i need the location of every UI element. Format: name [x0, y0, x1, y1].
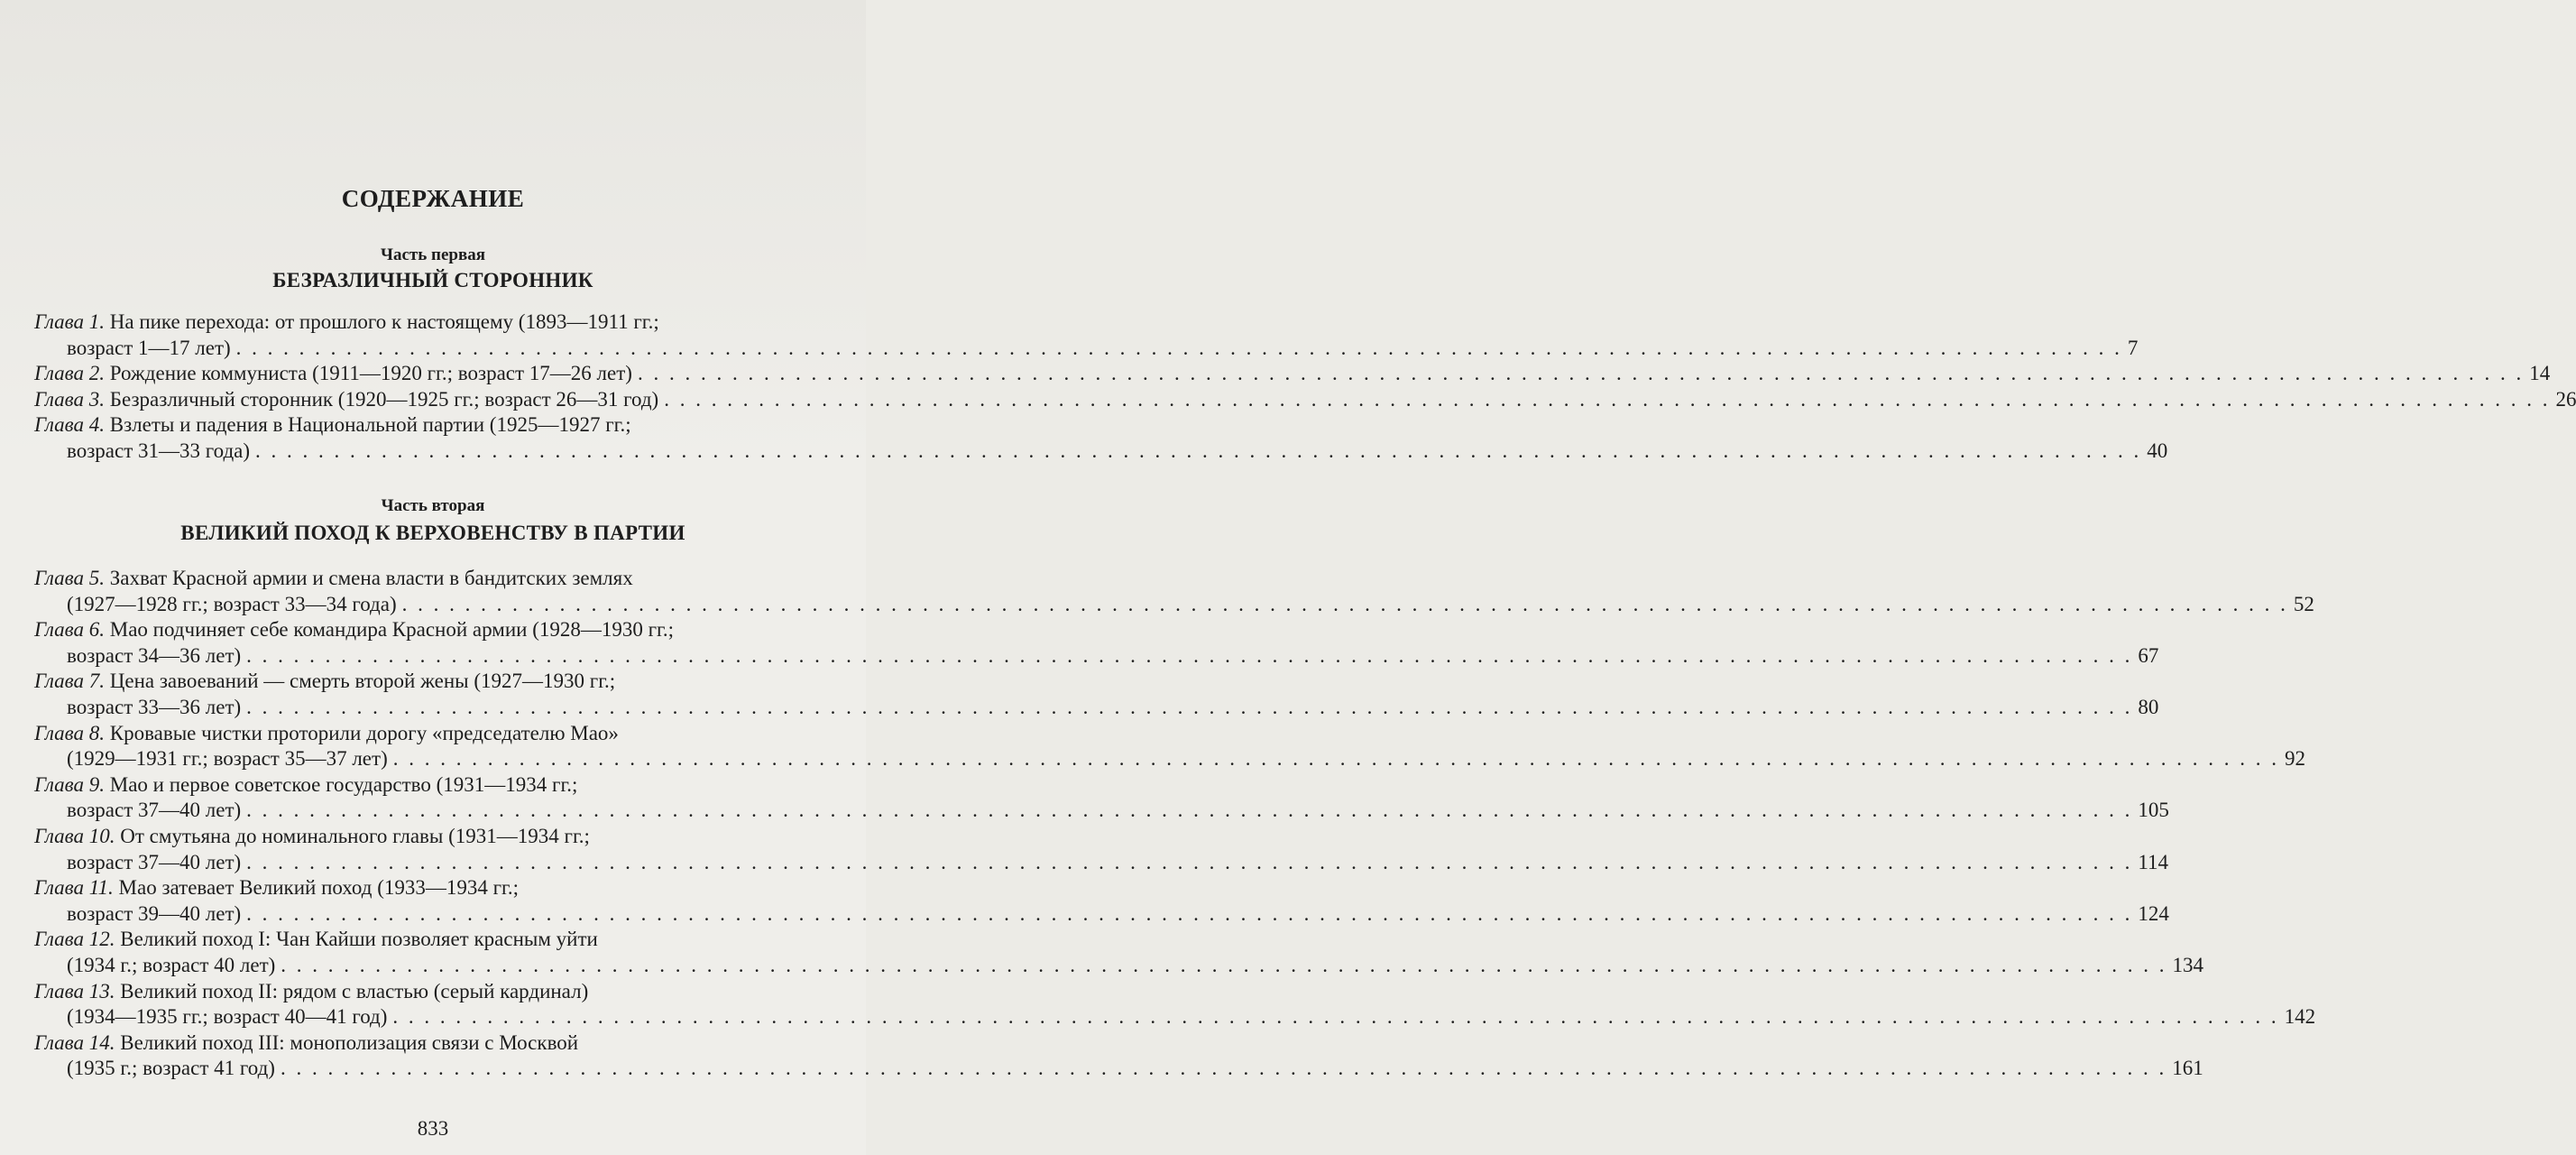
toc-entry-second-line — [34, 695, 2159, 721]
chapter-number: Глава 13. — [34, 979, 115, 1003]
toc-entry-second-line — [34, 439, 2168, 465]
chapter-title-continuation: возраст 31—33 года) — [67, 439, 251, 462]
dot-leader: . . . . . . . . . . . . . . . . . . . . . . . . . . . . . . . . . . . . . . . . . . . . . . . . . . . . . . . . . . . . . . . . . . . . . . . . . . . . . . . . . . . . . . . . . . . . . . . . . . . . . . . . . . . . . . . . . . . . . . . . — [246, 799, 2133, 822]
chapter-number: Глава 12. — [34, 928, 115, 951]
chapter-title-continuation: (1929—1931 гг.; возраст 35—37 лет) — [67, 747, 388, 771]
dot-leader: . . . . . . . . . . . . . . . . . . . . . . . . . . . . . . . . . . . . . . . . . . . . . . . . . . . . . . . . . . . . . . . . . . . . . . . . . . . . . . . . . . . . . . . . . . . . . . . . . . . . . . . . . . . . . . . . . . . . . . . . — [235, 336, 2122, 359]
chapter-title: От смутьяна до номинального главы (1931—1934 гг.; — [120, 824, 590, 847]
chapter-title-continuation: (1934—1935 гг.; возраст 40—41 год) — [67, 1005, 388, 1029]
chapter-title: На пике перехода: от прошлого к настоящему (1893—1911 гг.; — [109, 310, 659, 333]
dot-leader: . . . . . . . . . . . . . . . . . . . . . . . . . . . . . . . . . . . . . . . . . . . . . . . . . . . . . . . . . . . . . . . . . . . . . . . . . . . . . . . . . . . . . . . . . . . . . . . . . . . . . . . . . . . . . . . . . . . . . . . . — [281, 953, 2167, 976]
toc-entry-first-line — [34, 1030, 801, 1057]
toc-entry-second-line — [34, 592, 2314, 618]
chapter-title-continuation: возраст 33—36 лет) — [67, 695, 242, 718]
dot-leader: . . . . . . . . . . . . . . . . . . . . . . . . . . . . . . . . . . . . . . . . . . . . . . . . . . . . . . . . . . . . . . . . . . . . . . . . . . . . . . . . . . . . . . . . . . . . . . . . . . . . . . . . . . . . . . . . . . . . . . . . — [637, 362, 2525, 385]
toc-entry — [34, 617, 2159, 669]
toc-entry — [34, 412, 2168, 464]
chapter-page: 26 — [2555, 387, 2576, 411]
chapter-page: 14 — [2529, 362, 2551, 385]
chapter-title-continuation: возраст 37—40 лет) — [67, 799, 242, 822]
toc-entry — [34, 772, 2169, 824]
toc-entry — [34, 824, 2169, 875]
toc-entry — [34, 927, 2204, 978]
toc-entry-second-line — [34, 850, 2169, 876]
toc-entry-second-line — [34, 336, 2139, 362]
chapter-title: Рождение коммуниста (1911—1920 гг.; возраст 17—26 лет) — [109, 362, 632, 385]
chapter-title-continuation: возраст 34—36 лет) — [67, 643, 242, 667]
toc-entry-first-line — [34, 824, 801, 850]
chapter-title: Великий поход I: Чан Кайши позволяет красным уйти — [120, 928, 598, 951]
chapter-page: 40 — [2147, 439, 2168, 462]
chapter-title-continuation: возраст 39—40 лет) — [67, 901, 242, 925]
toc-entry-second-line — [34, 1056, 2203, 1082]
chapter-number: Глава 5. — [34, 567, 105, 589]
chapter-page: 161 — [2172, 1057, 2203, 1080]
dot-leader: . . . . . . . . . . . . . . . . . . . . . . . . . . . . . . . . . . . . . . . . . . . . . . . . . . . . . . . . . . . . . . . . . . . . . . . . . . . . . . . . . . . . . . . . . . . . . . . . . . . . . . . . . . . . . . . . . . . . . . . . — [246, 643, 2133, 667]
toc-entry-line — [34, 387, 2576, 413]
chapter-page: 92 — [2284, 747, 2305, 771]
chapter-title-continuation: (1935 г.; возраст 41 год) — [67, 1057, 275, 1080]
dot-leader: . . . . . . . . . . . . . . . . . . . . . . . . . . . . . . . . . . . . . . . . . . . . . . . . . . . . . . . . . . . . . . . . . . . . . . . . . . . . . . . . . . . . . . . . . . . . . . . . . . . . . . . . . . . . . . . . . . . . . . . . — [246, 850, 2133, 873]
chapter-title-continuation: (1934 г.; возраст 40 лет) — [67, 953, 276, 976]
chapter-number: Глава 7. — [34, 670, 105, 693]
part-1-title: БЕЗРАЗЛИЧНЫЙ СТОРОННИК — [272, 269, 593, 291]
dot-leader: . . . . . . . . . . . . . . . . . . . . . . . . . . . . . . . . . . . . . . . . . . . . . . . . . . . . . . . . . . . . . . . . . . . . . . . . . . . . . . . . . . . . . . . . . . . . . . . . . . . . . . . . . . . . . . . . . . . . . . . . — [401, 592, 2288, 615]
toc-entry-first-line — [34, 566, 801, 592]
dot-leader: . . . . . . . . . . . . . . . . . . . . . . . . . . . . . . . . . . . . . . . . . . . . . . . . . . . . . . . . . . . . . . . . . . . . . . . . . . . . . . . . . . . . . . . . . . . . . . . . . . . . . . . . . . . . . . . . . . . . . . . . — [392, 747, 2279, 771]
chapter-title-continuation: возраст 37—40 лет) — [67, 850, 242, 873]
toc-entry-first-line — [34, 927, 801, 953]
chapter-title: Захват Красной армии и смена власти в бандитских землях — [109, 567, 633, 589]
chapter-number: Глава 14. — [34, 1030, 115, 1054]
toc-entry-line — [34, 361, 2551, 387]
chapter-page: 67 — [2138, 643, 2159, 667]
chapter-title: Кровавые чистки проторили дорогу «председателю Мао» — [109, 721, 619, 744]
toc-entry-first-line — [34, 669, 801, 695]
chapter-page: 124 — [2138, 901, 2169, 925]
toc-entry-first-line — [34, 617, 801, 643]
chapter-page: 80 — [2138, 695, 2159, 718]
toc-entry-first-line — [34, 772, 801, 799]
toc-entry-second-line — [34, 1004, 2316, 1030]
toc-entry — [34, 979, 2316, 1030]
dot-leader: . . . . . . . . . . . . . . . . . . . . . . . . . . . . . . . . . . . . . . . . . . . . . . . . . . . . . . . . . . . . . . . . . . . . . . . . . . . . . . . . . . . . . . . . . . . . . . . . . . . . . . . . . . . . . . . . . . . . . . . . — [280, 1057, 2167, 1080]
toc-entry — [34, 566, 2314, 617]
toc-entry-second-line — [34, 643, 2159, 670]
chapter-page: 114 — [2138, 850, 2169, 873]
dot-leader: . . . . . . . . . . . . . . . . . . . . . . . . . . . . . . . . . . . . . . . . . . . . . . . . . . . . . . . . . . . . . . . . . . . . . . . . . . . . . . . . . . . . . . . . . . . . . . . . . . . . . . . . . . . . . . . . . . . . . . . . — [246, 695, 2133, 718]
chapter-page: 52 — [2293, 592, 2314, 615]
chapter-number: Глава 8. — [34, 721, 105, 744]
toc-entry — [34, 361, 2551, 387]
toc-entry-second-line — [34, 798, 2169, 824]
part-2-title: ВЕЛИКИЙ ПОХОД К ВЕРХОВЕНСТВУ В ПАРТИИ — [180, 522, 685, 544]
chapter-number: Глава 2. — [34, 362, 105, 385]
toc-entry-second-line — [34, 901, 2169, 928]
toc-entry — [34, 1030, 2203, 1082]
chapter-title: Взлеты и падения в Национальной партии (1925—1927 гг.; — [109, 413, 631, 437]
chapter-title-continuation: (1927—1928 гг.; возраст 33—34 года) — [67, 592, 397, 615]
chapter-number: Глава 11. — [34, 876, 114, 900]
chapter-page: 142 — [2284, 1005, 2316, 1029]
chapter-title: Мао подчиняет себе командира Красной армии (1928—1930 гг.; — [109, 618, 675, 642]
chapter-title: Цена завоеваний — смерть второй жены (1927—1930 гг.; — [109, 670, 616, 693]
chapter-number: Глава 9. — [34, 772, 105, 796]
chapter-page: 134 — [2172, 953, 2204, 976]
page-number: 833 — [417, 1117, 449, 1140]
toc-entry-first-line — [34, 979, 801, 1005]
part-1-toc — [34, 310, 2576, 465]
toc-entry-first-line — [34, 310, 801, 336]
toc-entry-first-line — [34, 875, 801, 901]
chapter-number: Глава 4. — [34, 413, 105, 437]
dot-leader: . . . . . . . . . . . . . . . . . . . . . . . . . . . . . . . . . . . . . . . . . . . . . . . . . . . . . . . . . . . . . . . . . . . . . . . . . . . . . . . . . . . . . . . . . . . . . . . . . . . . . . . . . . . . . . . . . . . . . . . . — [392, 1005, 2279, 1029]
chapter-page: 105 — [2138, 799, 2169, 822]
toc-entry-second-line — [34, 953, 2204, 979]
toc-entry-first-line — [34, 721, 801, 747]
toc-entry-first-line — [34, 412, 801, 439]
page-title: СОДЕРЖАНИЕ — [341, 185, 525, 212]
part-2-label: Часть вторая — [381, 496, 485, 515]
toc-entry — [34, 310, 2139, 361]
chapter-title: Великий поход III: монополизация связи с Москвой — [120, 1030, 579, 1054]
toc-entry-second-line — [34, 746, 2305, 772]
part-1-label: Часть первая — [381, 245, 485, 264]
chapter-number: Глава 3. — [34, 387, 105, 411]
toc-entry — [34, 875, 2169, 927]
toc-entry — [34, 669, 2159, 720]
dot-leader: . . . . . . . . . . . . . . . . . . . . . . . . . . . . . . . . . . . . . . . . . . . . . . . . . . . . . . . . . . . . . . . . . . . . . . . . . . . . . . . . . . . . . . . . . . . . . . . . . . . . . . . . . . . . . . . . . . . . . . . . — [255, 439, 2142, 462]
chapter-number: Глава 1. — [34, 310, 105, 333]
chapter-title: Мао и первое советское государство (1931—1934 гг.; — [109, 772, 578, 796]
chapter-title: Мао затевает Великий поход (1933—1934 гг.; — [118, 876, 520, 900]
chapter-title: Безразличный сторонник (1920—1925 гг.; возраст 26—31 год) — [109, 387, 659, 411]
part-2-toc — [34, 566, 2316, 1082]
dot-leader: . . . . . . . . . . . . . . . . . . . . . . . . . . . . . . . . . . . . . . . . . . . . . . . . . . . . . . . . . . . . . . . . . . . . . . . . . . . . . . . . . . . . . . . . . . . . . . . . . . . . . . . . . . . . . . . . . . . . . . . . — [664, 387, 2551, 411]
chapter-page: 7 — [2127, 336, 2139, 359]
toc-entry — [34, 387, 2576, 413]
chapter-number: Глава 10. — [34, 824, 115, 847]
chapter-number: Глава 6. — [34, 618, 105, 642]
chapter-title-continuation: возраст 1—17 лет) — [67, 336, 231, 359]
chapter-title: Великий поход II: рядом с властью (серый кардинал) — [120, 979, 589, 1003]
toc-entry — [34, 721, 2305, 772]
dot-leader: . . . . . . . . . . . . . . . . . . . . . . . . . . . . . . . . . . . . . . . . . . . . . . . . . . . . . . . . . . . . . . . . . . . . . . . . . . . . . . . . . . . . . . . . . . . . . . . . . . . . . . . . . . . . . . . . . . . . . . . . — [246, 901, 2133, 925]
